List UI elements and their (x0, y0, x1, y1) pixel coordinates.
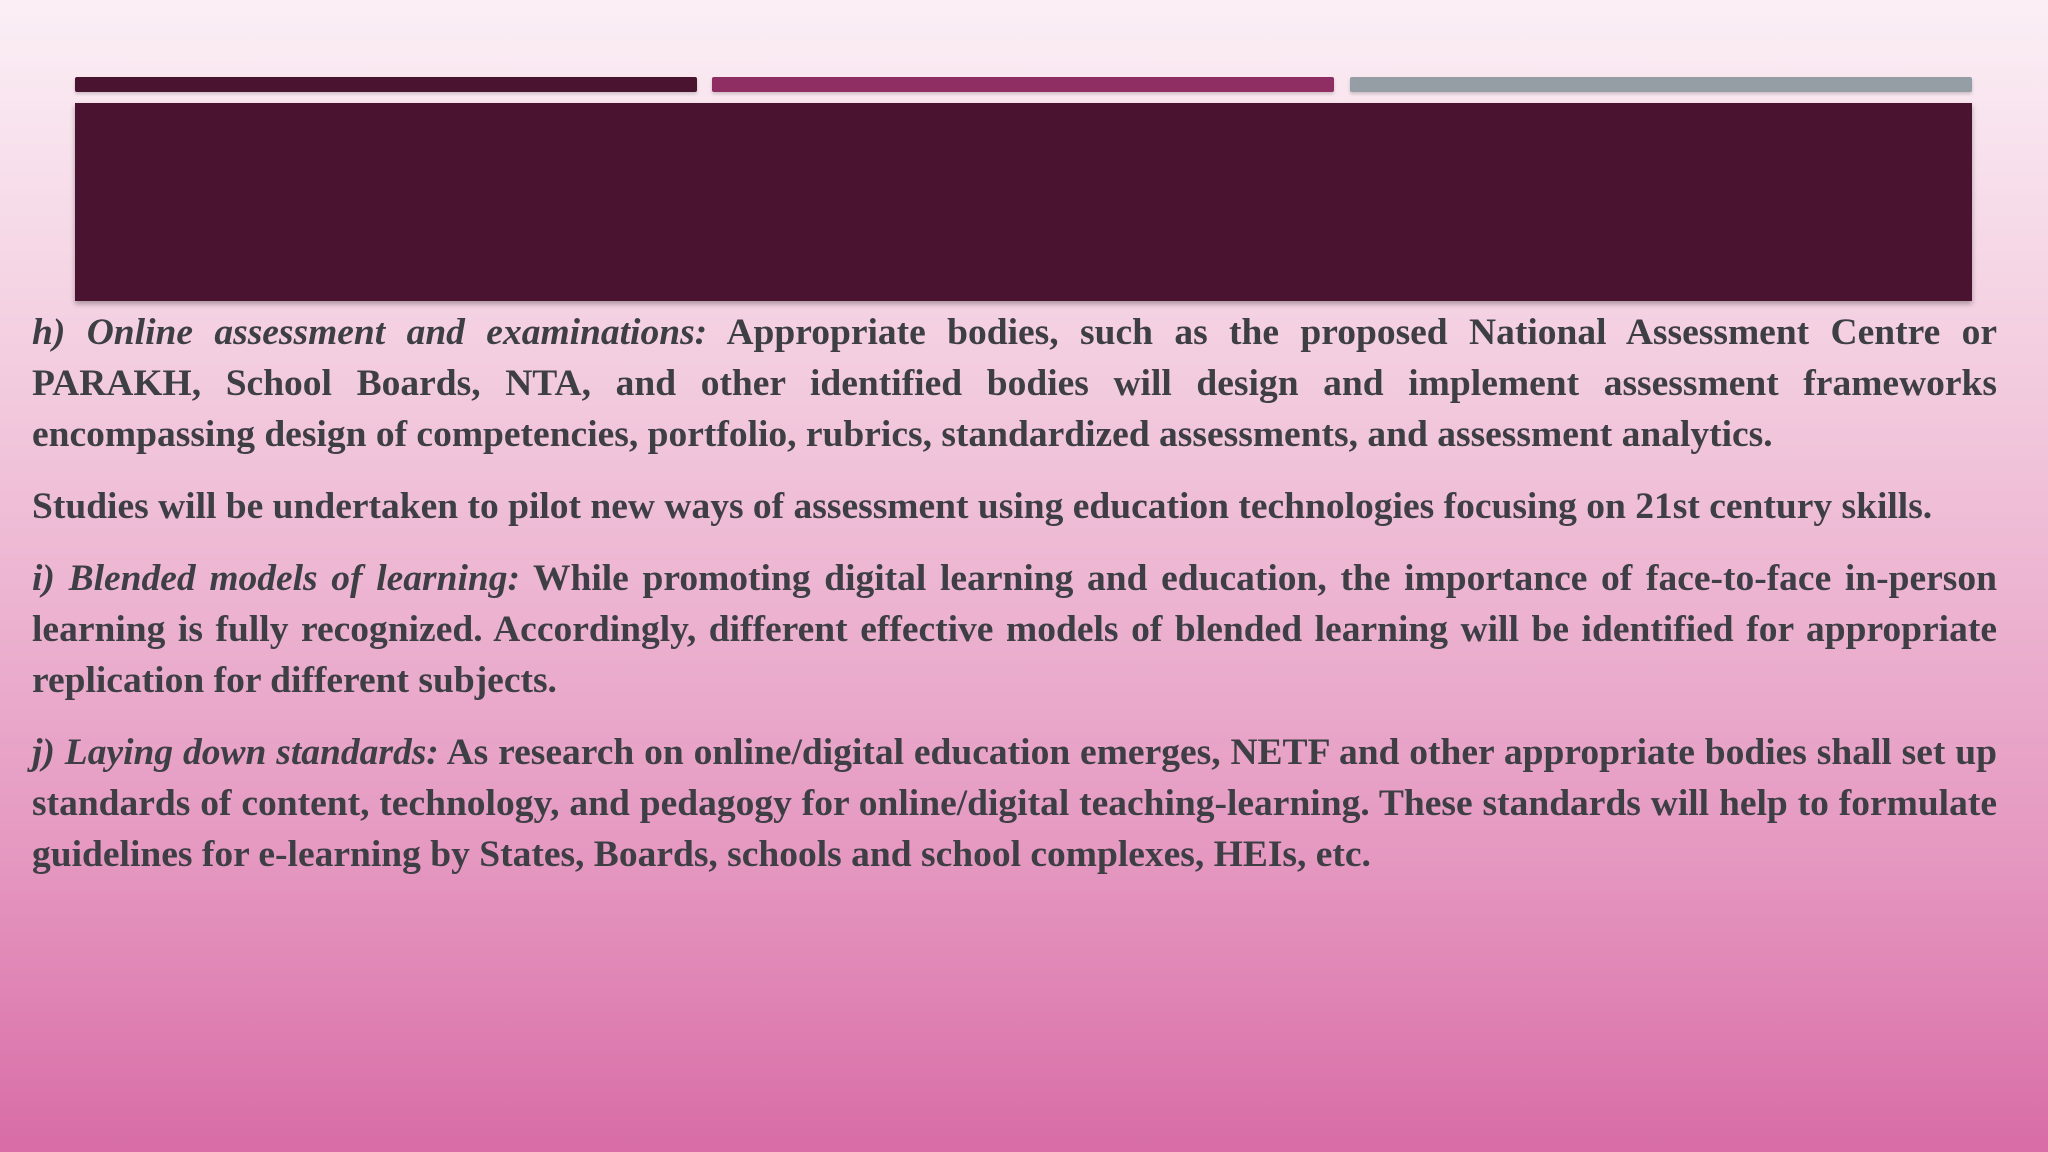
paragraph-blended-learning (32, 553, 1997, 706)
paragraph-text: Studies will be undertaken to pilot new ways of assessment using education technologies focusing on 21st century skills. (32, 486, 1933, 527)
paragraph-text: As research on online/digital education emerges, NETF and other appropriate bodies shall set up standards of content, technology, and pedagogy for online/digital teaching-learning. These standards will help to formulate guidelines for e-learning by States, Boards, schools and school complexes, HEIs, etc. (32, 732, 1997, 875)
accent-bar-magenta (712, 77, 1334, 92)
paragraph-lead: i) Blended models of learning: (32, 558, 520, 599)
paragraph-standards (32, 727, 1997, 880)
paragraph-studies (32, 481, 1997, 532)
paragraph-online-assessment (32, 307, 1997, 460)
accent-bar-dark (75, 77, 697, 92)
paragraph-lead: h) Online assessment and examinations: (32, 312, 708, 353)
accent-bar-gray (1350, 77, 1972, 92)
paragraph-lead: j) Laying down standards: (32, 732, 439, 773)
paragraph-text: Appropriate bodies, such as the proposed National Assessment Centre or PARAKH, School Boards, NTA, and other identified bodies will design and implement assessment frameworks encompassing design of competencies, portfolio, rubrics, standardized assessments, and assessment analytics. (32, 312, 1997, 455)
slide-body (32, 307, 1997, 901)
paragraph-text: While promoting digital learning and education, the importance of face-to-face in-person learning is fully recognized. Accordingly, different effective models of blended learning will be identified for appropriate replication for different subjects. (32, 558, 1997, 701)
title-band (75, 103, 1972, 301)
